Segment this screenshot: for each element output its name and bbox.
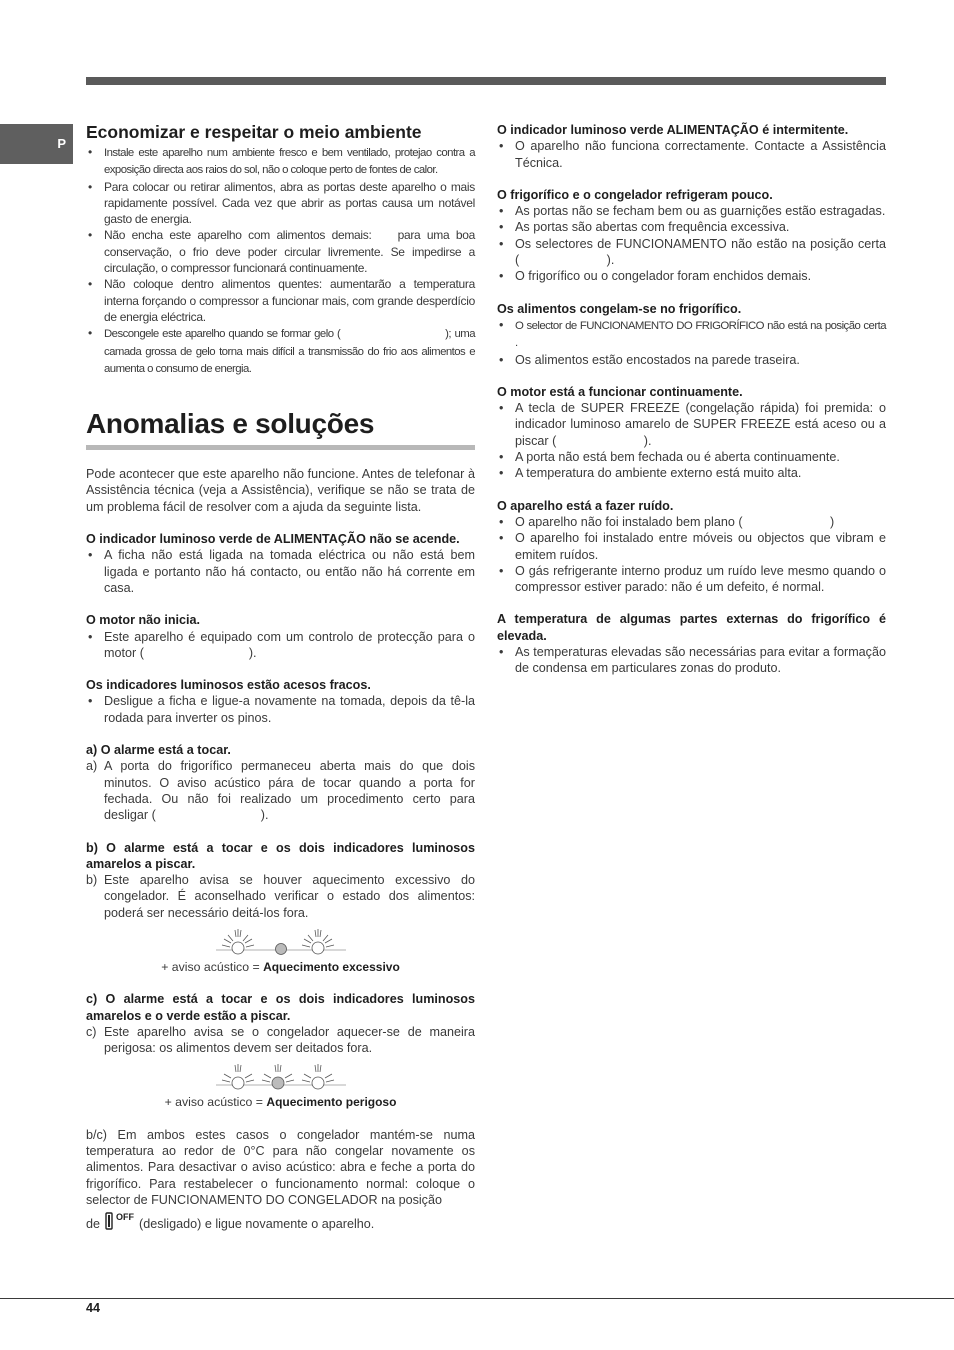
list-item: • O aparelho não funciona correctamente. Contacte a Assistência Técnica. bbox=[497, 138, 886, 171]
problem-heading: c) O alarme está a tocar e os dois indicadores luminosos amarelos e o verde estão a piscar. bbox=[86, 992, 475, 1023]
problem-heading: Os indicadores luminosos estão acesos fracos. bbox=[86, 678, 371, 693]
list-item: • As portas não se fecham bem ou as guarnições estão estragadas. bbox=[497, 203, 886, 219]
problem-list bbox=[497, 400, 890, 481]
problem-list bbox=[497, 138, 886, 171]
eco-item: • Não coloque dentro alimentos quentes: aumentarão a temperatura interna forçando o compressor a funcionar mais, com grande desperdício de energia eléctrica. bbox=[86, 276, 475, 325]
page-number: 44 bbox=[86, 1301, 101, 1315]
problem-list bbox=[86, 1024, 475, 1057]
list-item: b) Este aparelho avisa se houver aquecimento excessivo do congelador. É aconselhado verificar o estado dos alimentos: poderá ser necessário deitá-los fora. bbox=[86, 873, 475, 920]
eco-item: • Para colocar ou retirar alimentos, abra as portas deste aparelho o mais rapidamente possível. Cada vez que abrir as portas causa um notável gasto de energia. bbox=[86, 179, 475, 228]
problem-heading: O indicador luminoso verde de ALIMENTAÇÃO não se acende. bbox=[86, 532, 460, 547]
list-item: • O gás refrigerante interno produz um ruído leve mesmo quando o compressor estiver parado: não é um defeito, é normal. bbox=[497, 563, 886, 596]
list-item: • Este aparelho é equipado com um controlo de protecção para o motor ( ). bbox=[86, 629, 475, 662]
lights-caption: + aviso acústico = Aquecimento perigoso bbox=[164, 1095, 397, 1110]
off-position-icon bbox=[104, 1211, 136, 1231]
list-item: a) A porta do frigorífico permaneceu aberta mais do que dois minutos. O aviso acústico pára de tocar quando a porta for fechada. Ou não foi realizado um procedimento certo para desligar ( ). bbox=[86, 759, 479, 823]
problem-list bbox=[497, 203, 890, 284]
problem-list bbox=[86, 758, 479, 823]
eco-list bbox=[86, 144, 479, 377]
problem-list bbox=[86, 629, 479, 662]
list-item: • Os alimentos estão encostados na parede traseira. bbox=[497, 352, 886, 368]
list-item: • O frigorífico ou o congelador foram enchidos demais. bbox=[497, 268, 886, 284]
bc-paragraph: b/c) Em ambos estes casos o congelador mantém-se numa temperatura ao redor de 0°C para não congelar novamente os alimentos. Para desactivar o aviso acústico: abra e feche a porta do frigorífico. Para restabelecer o funcionamento normal: coloque o selector de FUNCIONAMENTO DO CONGELADOR na posição bbox=[86, 1127, 475, 1207]
problem-heading: O aparelho está a fazer ruído. bbox=[497, 498, 674, 513]
list-item: • A tecla de SUPER FREEZE (congelação rápida) foi premida: o indicador luminoso amarelo de SUPER FREEZE está aceso ou a piscar ( ). bbox=[497, 400, 886, 449]
eco-section-title: Economizar e respeitar o meio ambiente bbox=[86, 122, 422, 142]
indicator-lights-excessive-icon bbox=[216, 927, 346, 957]
list-item: • As portas são abertas com frequência excessiva. bbox=[497, 219, 886, 235]
problem-list bbox=[86, 872, 475, 921]
problem-list bbox=[86, 693, 475, 726]
footer-rule bbox=[0, 1298, 954, 1299]
indicator-lights-dangerous-icon bbox=[216, 1062, 346, 1092]
language-tab-label: P bbox=[57, 136, 66, 151]
problem-list bbox=[497, 644, 886, 677]
problem-heading: A temperatura de algumas partes externas do frigorífico é elevada. bbox=[497, 612, 886, 643]
page-title: Anomalias e soluções bbox=[86, 407, 475, 450]
list-item: • Os selectores de FUNCIONAMENTO não estão na posição certa ( ). bbox=[497, 236, 886, 269]
problem-heading: O indicador luminoso verde ALIMENTAÇÃO é intermitente. bbox=[497, 123, 849, 137]
bc-paragraph-end: de OFF (desligado) e ligue novamente o aparelho. bbox=[86, 1212, 375, 1232]
list-item: • A porta não está bem fechada ou é aberta continuamente. bbox=[497, 449, 886, 465]
right-column bbox=[497, 122, 954, 677]
eco-item: • Não encha este aparelho com alimentos demais: para uma boa conservação, o frio deve poder circular livremente. Se impedirse a circulação, o compressor funcionará continuamente. bbox=[86, 227, 475, 276]
problem-heading: a) O alarme está a tocar. bbox=[86, 743, 231, 758]
list-item: • Desligue a ficha e ligue-a novamente na tomada, depois da tê-la rodada para inverter os pinos. bbox=[86, 693, 475, 726]
lights-caption: + aviso acústico = Aquecimento excessivo bbox=[161, 959, 400, 974]
list-item: • A ficha não está ligada na tomada eléctrica ou não está bem ligada e portanto não há contacto, ou então não há corrente em casa. bbox=[86, 547, 475, 596]
list-item: • As temperaturas elevadas são necessárias para evitar a formação de condensa em particulares zonas do produto. bbox=[497, 644, 886, 677]
svg-text:OFF: OFF bbox=[115, 1212, 134, 1223]
problem-heading: b) O alarme está a tocar e os dois indicadores luminosos amarelos a piscar. bbox=[86, 840, 475, 871]
top-rule bbox=[86, 77, 886, 85]
problem-heading: Os alimentos congelam-se no frigorífico. bbox=[497, 301, 742, 316]
list-item: • O aparelho não foi instalado bem plano ( ) bbox=[497, 514, 886, 530]
problem-heading: O motor está a funcionar continuamente. bbox=[497, 384, 743, 399]
language-tab bbox=[0, 124, 73, 164]
problem-heading: O frigorífico e o congelador refrigeram pouco. bbox=[497, 187, 773, 202]
intro-paragraph: Pode acontecer que este aparelho não funcione. Antes de telefonar à Assistência técnica (veja a Assistência), verifique se não se trata de um problema fácil de resolver com a ajuda da seguinte lista. bbox=[86, 467, 475, 514]
problem-heading: O motor não inicia. bbox=[86, 613, 201, 628]
list-item: c) Este aparelho avisa se o congelador aquecer-se de maneira perigosa: os alimentos devem ser deitados fora. bbox=[86, 1024, 475, 1056]
problem-list bbox=[86, 547, 475, 596]
list-item: • O aparelho foi instalado entre móveis ou objectos que vibram e emitem ruídos. bbox=[497, 530, 886, 563]
list-item: • A temperatura do ambiente externo está muito alta. bbox=[497, 465, 886, 481]
problem-list bbox=[497, 514, 886, 595]
eco-item: • Instale este aparelho num ambiente fresco e bem ventilado, protejao contra a exposição directa aos raios do sol, não o coloque perto de fontes de calor. bbox=[86, 144, 475, 179]
problem-list bbox=[497, 317, 954, 368]
list-item: • O selector de FUNCIONAMENTO DO FRIGORÍFICO não está na posição certa . bbox=[497, 317, 886, 352]
eco-item: • Descongele este aparelho quando se formar gelo ( ); uma camada grossa de gelo torna mais difícil a transmissão do frio aos alimentos e aumenta o consumo de energia. bbox=[86, 325, 475, 377]
left-column bbox=[86, 122, 479, 1233]
